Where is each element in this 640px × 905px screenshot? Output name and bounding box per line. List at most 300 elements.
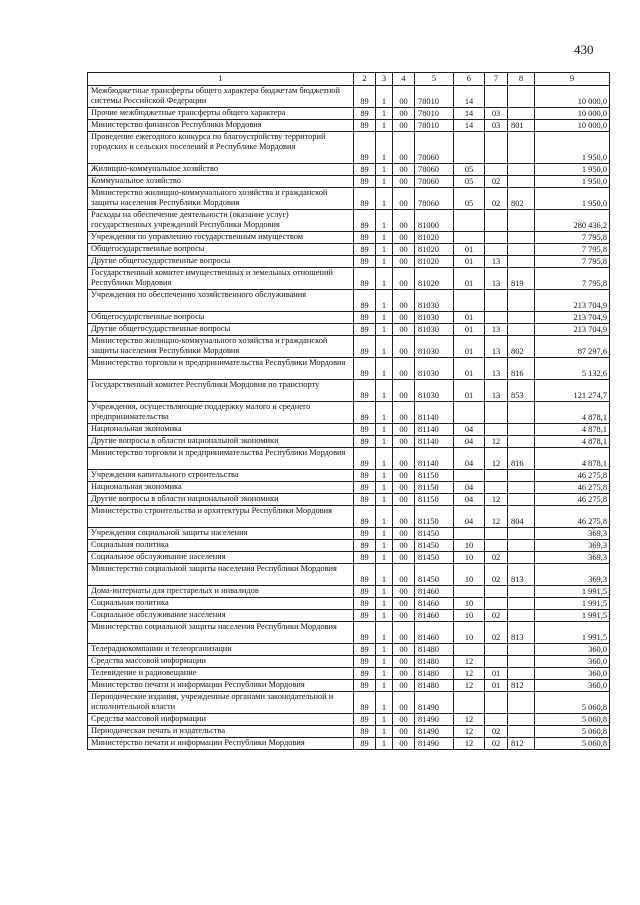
- table-row: [88, 132, 610, 164]
- col-6-cell: [454, 692, 485, 714]
- col-7-cell: 02: [485, 726, 508, 738]
- col-7-cell: [485, 132, 508, 164]
- col-4-cell: 00: [393, 692, 415, 714]
- col-7-cell: [485, 290, 508, 312]
- col-8-cell: 812: [508, 680, 535, 692]
- col-2-cell: 89: [354, 380, 376, 402]
- col-5-cell: 81480: [415, 644, 454, 656]
- amount-cell: 1 991,5: [535, 610, 610, 622]
- col-8-cell: [508, 656, 535, 668]
- col-3-cell: 1: [376, 402, 393, 424]
- col-6-cell: 12: [454, 668, 485, 680]
- col-4-cell: 00: [393, 188, 415, 210]
- amount-cell: 1 950,0: [535, 188, 610, 210]
- col-2-cell: 89: [354, 120, 376, 132]
- col-4-cell: 00: [393, 668, 415, 680]
- col-5-cell: 81490: [415, 714, 454, 726]
- col-2-cell: 89: [354, 132, 376, 164]
- col-2-cell: 89: [354, 402, 376, 424]
- row-name-cell: Учреждения, осуществляющие поддержку малого и среднего предпринимательства: [88, 402, 354, 424]
- col-4-cell: 00: [393, 528, 415, 540]
- col-8-cell: [508, 494, 535, 506]
- row-name-cell: Государственный комитет имущественных и земельных отношений Республики Мордовия: [88, 268, 354, 290]
- table-row: [88, 402, 610, 424]
- col-8-cell: 819: [508, 268, 535, 290]
- col-3-cell: 1: [376, 552, 393, 564]
- col-8-cell: [508, 436, 535, 448]
- table-row: [88, 692, 610, 714]
- col-5-cell: 78010: [415, 108, 454, 120]
- table-row: [88, 232, 610, 244]
- row-name-cell: Министерство печати и информации Республики Мордовия: [88, 680, 354, 692]
- col-6-cell: 12: [454, 680, 485, 692]
- col-2-cell: 89: [354, 470, 376, 482]
- col-3-cell: 1: [376, 132, 393, 164]
- amount-cell: 360,0: [535, 656, 610, 668]
- col-8-cell: [508, 586, 535, 598]
- col-3-cell: 1: [376, 586, 393, 598]
- col-4-cell: 00: [393, 244, 415, 256]
- table-row: [88, 656, 610, 668]
- col-3-cell: 1: [376, 176, 393, 188]
- col-8-cell: [508, 610, 535, 622]
- col-4-cell: 00: [393, 120, 415, 132]
- amount-cell: 213 704,9: [535, 324, 610, 336]
- col-7-cell: [485, 244, 508, 256]
- col-6-cell: [454, 232, 485, 244]
- row-name-cell: Государственный комитет Республики Мордовия по транспорту: [88, 380, 354, 402]
- col-6-cell: 01: [454, 324, 485, 336]
- row-name-cell: Прочие межбюджетные трансферты общего характера: [88, 108, 354, 120]
- col-7-cell: [485, 470, 508, 482]
- col-7-cell: 13: [485, 256, 508, 268]
- col-5-cell: 81460: [415, 598, 454, 610]
- row-name-cell: Национальная экономика: [88, 482, 354, 494]
- page-number: 430: [574, 42, 594, 57]
- col-6-cell: [454, 210, 485, 232]
- amount-cell: 1 950,0: [535, 164, 610, 176]
- amount-cell: 7 795,8: [535, 256, 610, 268]
- col-2-cell: 89: [354, 680, 376, 692]
- col-5-cell: 81020: [415, 268, 454, 290]
- col-4-cell: 00: [393, 610, 415, 622]
- col-2-cell: 89: [354, 424, 376, 436]
- col-7-cell: [485, 86, 508, 108]
- col-3-cell: 1: [376, 336, 393, 358]
- col-2-cell: 89: [354, 506, 376, 528]
- col-3-cell: 1: [376, 290, 393, 312]
- amount-cell: 7 795,8: [535, 244, 610, 256]
- col-4-cell: 00: [393, 586, 415, 598]
- col-8-cell: 802: [508, 188, 535, 210]
- row-name-cell: Другие общегосударственные вопросы: [88, 256, 354, 268]
- col-4-cell: 00: [393, 656, 415, 668]
- col-8-cell: 813: [508, 622, 535, 644]
- col-6-cell: 14: [454, 108, 485, 120]
- header-cell: 8: [508, 73, 535, 86]
- table-row: [88, 540, 610, 552]
- header-cell: 3: [376, 73, 393, 86]
- col-8-cell: 816: [508, 358, 535, 380]
- row-name-cell: Министерство финансов Республики Мордовия: [88, 120, 354, 132]
- amount-cell: 121 274,7: [535, 380, 610, 402]
- col-7-cell: 13: [485, 268, 508, 290]
- col-8-cell: [508, 232, 535, 244]
- amount-cell: 1 950,0: [535, 132, 610, 164]
- col-4-cell: 00: [393, 726, 415, 738]
- table-row: [88, 256, 610, 268]
- col-2-cell: 89: [354, 164, 376, 176]
- row-name-cell: Национальная экономика: [88, 424, 354, 436]
- table-row: [88, 188, 610, 210]
- amount-cell: 46 275,8: [535, 506, 610, 528]
- col-8-cell: [508, 244, 535, 256]
- col-6-cell: 01: [454, 380, 485, 402]
- col-5-cell: 81030: [415, 358, 454, 380]
- col-7-cell: 12: [485, 436, 508, 448]
- col-3-cell: 1: [376, 482, 393, 494]
- col-4-cell: 00: [393, 232, 415, 244]
- col-2-cell: 89: [354, 176, 376, 188]
- col-5-cell: 78060: [415, 188, 454, 210]
- col-5-cell: 81020: [415, 256, 454, 268]
- table-row: [88, 470, 610, 482]
- col-5-cell: 81450: [415, 552, 454, 564]
- col-5-cell: 81460: [415, 610, 454, 622]
- col-3-cell: 1: [376, 714, 393, 726]
- amount-cell: 1 991,5: [535, 598, 610, 610]
- col-5-cell: 81020: [415, 232, 454, 244]
- col-7-cell: [485, 714, 508, 726]
- col-8-cell: [508, 482, 535, 494]
- table-row: [88, 726, 610, 738]
- row-name-cell: Жилищно-коммунальное хозяйство: [88, 164, 354, 176]
- col-6-cell: 04: [454, 436, 485, 448]
- header-cell: 2: [354, 73, 376, 86]
- col-6-cell: 01: [454, 244, 485, 256]
- row-name-cell: Дома-интернаты для престарелых и инвалидов: [88, 586, 354, 598]
- col-3-cell: 1: [376, 692, 393, 714]
- col-7-cell: [485, 656, 508, 668]
- col-3-cell: 1: [376, 610, 393, 622]
- col-4-cell: 00: [393, 470, 415, 482]
- col-8-cell: [508, 692, 535, 714]
- col-4-cell: 00: [393, 448, 415, 470]
- table-body: [88, 86, 610, 750]
- col-4-cell: 00: [393, 552, 415, 564]
- amount-cell: 369,3: [535, 552, 610, 564]
- amount-cell: 360,0: [535, 680, 610, 692]
- col-7-cell: 02: [485, 622, 508, 644]
- table-row: [88, 586, 610, 598]
- col-5-cell: 81150: [415, 506, 454, 528]
- col-3-cell: 1: [376, 726, 393, 738]
- table-row: [88, 86, 610, 108]
- row-name-cell: Расходы на обеспечение деятельности (оказание услуг) государственных учреждений Республики Мордовия: [88, 210, 354, 232]
- amount-cell: 213 704,9: [535, 312, 610, 324]
- col-4-cell: 00: [393, 108, 415, 120]
- col-3-cell: 1: [376, 232, 393, 244]
- col-8-cell: [508, 324, 535, 336]
- col-5-cell: 81030: [415, 336, 454, 358]
- col-6-cell: 10: [454, 552, 485, 564]
- amount-cell: 87 297,6: [535, 336, 610, 358]
- col-5-cell: 81450: [415, 528, 454, 540]
- amount-cell: 1 991,5: [535, 586, 610, 598]
- row-name-cell: Министерство торговли и предпринимательства Республики Мордовия: [88, 358, 354, 380]
- col-7-cell: 02: [485, 552, 508, 564]
- col-5-cell: 81490: [415, 726, 454, 738]
- col-3-cell: 1: [376, 424, 393, 436]
- col-4-cell: 00: [393, 598, 415, 610]
- table-row: [88, 644, 610, 656]
- col-3-cell: 1: [376, 188, 393, 210]
- col-4-cell: 00: [393, 336, 415, 358]
- table-row: [88, 494, 610, 506]
- col-5-cell: 81140: [415, 402, 454, 424]
- col-6-cell: 01: [454, 268, 485, 290]
- table-row: [88, 312, 610, 324]
- row-name-cell: Телевидение и радиовещание: [88, 668, 354, 680]
- col-2-cell: 89: [354, 210, 376, 232]
- col-8-cell: [508, 668, 535, 680]
- table-row: [88, 164, 610, 176]
- col-4-cell: 00: [393, 132, 415, 164]
- row-name-cell: Социальное обслуживание населения: [88, 610, 354, 622]
- table-row: [88, 358, 610, 380]
- budget-table: [87, 72, 610, 750]
- row-name-cell: Другие общегосударственные вопросы: [88, 324, 354, 336]
- col-5-cell: 81140: [415, 436, 454, 448]
- col-7-cell: [485, 312, 508, 324]
- row-name-cell: Министерство строительства и архитектуры Республики Мордовия: [88, 506, 354, 528]
- table-row: [88, 210, 610, 232]
- row-name-cell: Телерадиокомпании и телеорганизации: [88, 644, 354, 656]
- col-8-cell: [508, 312, 535, 324]
- col-3-cell: 1: [376, 598, 393, 610]
- col-7-cell: 02: [485, 176, 508, 188]
- col-8-cell: [508, 598, 535, 610]
- amount-cell: 5 060,8: [535, 738, 610, 750]
- col-7-cell: 01: [485, 668, 508, 680]
- col-3-cell: 1: [376, 668, 393, 680]
- row-name-cell: Учреждения по обеспечению хозяйственного обслуживания: [88, 290, 354, 312]
- col-3-cell: 1: [376, 644, 393, 656]
- col-6-cell: 01: [454, 312, 485, 324]
- col-6-cell: 10: [454, 622, 485, 644]
- amount-cell: 360,0: [535, 668, 610, 680]
- col-4-cell: 00: [393, 738, 415, 750]
- table-row: [88, 506, 610, 528]
- table-row: [88, 336, 610, 358]
- col-2-cell: 89: [354, 644, 376, 656]
- col-4-cell: 00: [393, 436, 415, 448]
- col-8-cell: [508, 210, 535, 232]
- amount-cell: 369,3: [535, 528, 610, 540]
- table-row: [88, 680, 610, 692]
- col-4-cell: 00: [393, 680, 415, 692]
- col-5-cell: 81490: [415, 692, 454, 714]
- col-3-cell: 1: [376, 564, 393, 586]
- col-8-cell: [508, 528, 535, 540]
- col-2-cell: 89: [354, 312, 376, 324]
- col-2-cell: 89: [354, 528, 376, 540]
- col-7-cell: [485, 692, 508, 714]
- col-7-cell: 13: [485, 324, 508, 336]
- amount-cell: 10 000,0: [535, 108, 610, 120]
- row-name-cell: Общегосударственные вопросы: [88, 312, 354, 324]
- col-2-cell: 89: [354, 256, 376, 268]
- amount-cell: 46 275,8: [535, 470, 610, 482]
- header-cell: 6: [454, 73, 485, 86]
- col-8-cell: [508, 726, 535, 738]
- col-5-cell: 81000: [415, 210, 454, 232]
- col-4-cell: 00: [393, 540, 415, 552]
- table-row: [88, 610, 610, 622]
- col-3-cell: 1: [376, 358, 393, 380]
- row-name-cell: Другие вопросы в области национальной экономики: [88, 436, 354, 448]
- col-8-cell: [508, 470, 535, 482]
- col-6-cell: 01: [454, 256, 485, 268]
- col-2-cell: 89: [354, 108, 376, 120]
- col-7-cell: [485, 164, 508, 176]
- table-row: [88, 668, 610, 680]
- table-row: [88, 448, 610, 470]
- col-5-cell: 78060: [415, 132, 454, 164]
- col-5-cell: 81140: [415, 448, 454, 470]
- row-name-cell: Периодическая печать и издательства: [88, 726, 354, 738]
- row-name-cell: Министерство печати и информации Республики Мордовия: [88, 738, 354, 750]
- amount-cell: 4 878,1: [535, 448, 610, 470]
- amount-cell: 1 950,0: [535, 176, 610, 188]
- amount-cell: 4 878,1: [535, 402, 610, 424]
- row-name-cell: Средства массовой информации: [88, 714, 354, 726]
- col-4-cell: 00: [393, 86, 415, 108]
- col-5-cell: 81030: [415, 324, 454, 336]
- col-8-cell: [508, 132, 535, 164]
- col-4-cell: 00: [393, 714, 415, 726]
- col-4-cell: 00: [393, 210, 415, 232]
- col-2-cell: 89: [354, 188, 376, 210]
- col-5-cell: 81460: [415, 622, 454, 644]
- table-row: [88, 108, 610, 120]
- col-7-cell: [485, 598, 508, 610]
- col-3-cell: 1: [376, 656, 393, 668]
- col-8-cell: 853: [508, 380, 535, 402]
- col-7-cell: 12: [485, 448, 508, 470]
- col-6-cell: 04: [454, 424, 485, 436]
- col-6-cell: [454, 290, 485, 312]
- col-2-cell: 89: [354, 86, 376, 108]
- col-7-cell: 01: [485, 680, 508, 692]
- col-2-cell: 89: [354, 290, 376, 312]
- col-2-cell: 89: [354, 586, 376, 598]
- col-2-cell: 89: [354, 244, 376, 256]
- row-name-cell: Социальная политика: [88, 598, 354, 610]
- col-2-cell: 89: [354, 358, 376, 380]
- col-4-cell: 00: [393, 564, 415, 586]
- col-3-cell: 1: [376, 164, 393, 176]
- col-2-cell: 89: [354, 552, 376, 564]
- col-7-cell: 03: [485, 108, 508, 120]
- col-3-cell: 1: [376, 680, 393, 692]
- col-4-cell: 00: [393, 424, 415, 436]
- col-6-cell: [454, 470, 485, 482]
- table-row: [88, 244, 610, 256]
- col-7-cell: 13: [485, 358, 508, 380]
- col-5-cell: 78010: [415, 86, 454, 108]
- col-3-cell: 1: [376, 256, 393, 268]
- col-4-cell: 00: [393, 324, 415, 336]
- amount-cell: 46 275,8: [535, 482, 610, 494]
- col-6-cell: 04: [454, 448, 485, 470]
- col-6-cell: [454, 402, 485, 424]
- table-row: [88, 714, 610, 726]
- col-2-cell: 89: [354, 726, 376, 738]
- col-7-cell: [485, 586, 508, 598]
- col-5-cell: 78060: [415, 176, 454, 188]
- col-2-cell: 89: [354, 494, 376, 506]
- col-6-cell: 05: [454, 164, 485, 176]
- table-row: [88, 290, 610, 312]
- table-row: [88, 622, 610, 644]
- row-name-cell: Министерство социальной защиты населения Республики Мордовия: [88, 622, 354, 644]
- col-6-cell: 12: [454, 714, 485, 726]
- amount-cell: 5 060,8: [535, 726, 610, 738]
- col-2-cell: 89: [354, 540, 376, 552]
- col-8-cell: [508, 164, 535, 176]
- col-5-cell: 81460: [415, 586, 454, 598]
- amount-cell: 7 795,8: [535, 232, 610, 244]
- table-row: [88, 552, 610, 564]
- col-4-cell: 00: [393, 644, 415, 656]
- col-7-cell: [485, 528, 508, 540]
- col-5-cell: 81020: [415, 244, 454, 256]
- col-2-cell: 89: [354, 622, 376, 644]
- col-6-cell: 05: [454, 188, 485, 210]
- col-8-cell: [508, 552, 535, 564]
- col-2-cell: 89: [354, 268, 376, 290]
- col-6-cell: 04: [454, 482, 485, 494]
- col-5-cell: 81030: [415, 312, 454, 324]
- col-8-cell: [508, 176, 535, 188]
- col-3-cell: 1: [376, 622, 393, 644]
- col-7-cell: 03: [485, 120, 508, 132]
- col-6-cell: 10: [454, 610, 485, 622]
- row-name-cell: Учреждения по управлению государственным имуществом: [88, 232, 354, 244]
- col-3-cell: 1: [376, 108, 393, 120]
- col-6-cell: 05: [454, 176, 485, 188]
- amount-cell: 5 060,8: [535, 714, 610, 726]
- row-name-cell: Учреждения социальной защиты населения: [88, 528, 354, 540]
- col-7-cell: 13: [485, 380, 508, 402]
- col-3-cell: 1: [376, 738, 393, 750]
- row-name-cell: Министерство торговли и предпринимательства Республики Мордовия: [88, 448, 354, 470]
- header-cell: 4: [393, 73, 415, 86]
- col-5-cell: 81150: [415, 494, 454, 506]
- col-2-cell: 89: [354, 738, 376, 750]
- row-name-cell: Периодические издания, учрежденные органами законодательной и исполнительной власти: [88, 692, 354, 714]
- col-7-cell: [485, 424, 508, 436]
- col-8-cell: [508, 644, 535, 656]
- col-8-cell: 813: [508, 564, 535, 586]
- col-3-cell: 1: [376, 506, 393, 528]
- col-6-cell: 14: [454, 86, 485, 108]
- col-4-cell: 00: [393, 312, 415, 324]
- table-row: [88, 176, 610, 188]
- col-5-cell: 81480: [415, 680, 454, 692]
- header-cell: 9: [535, 73, 610, 86]
